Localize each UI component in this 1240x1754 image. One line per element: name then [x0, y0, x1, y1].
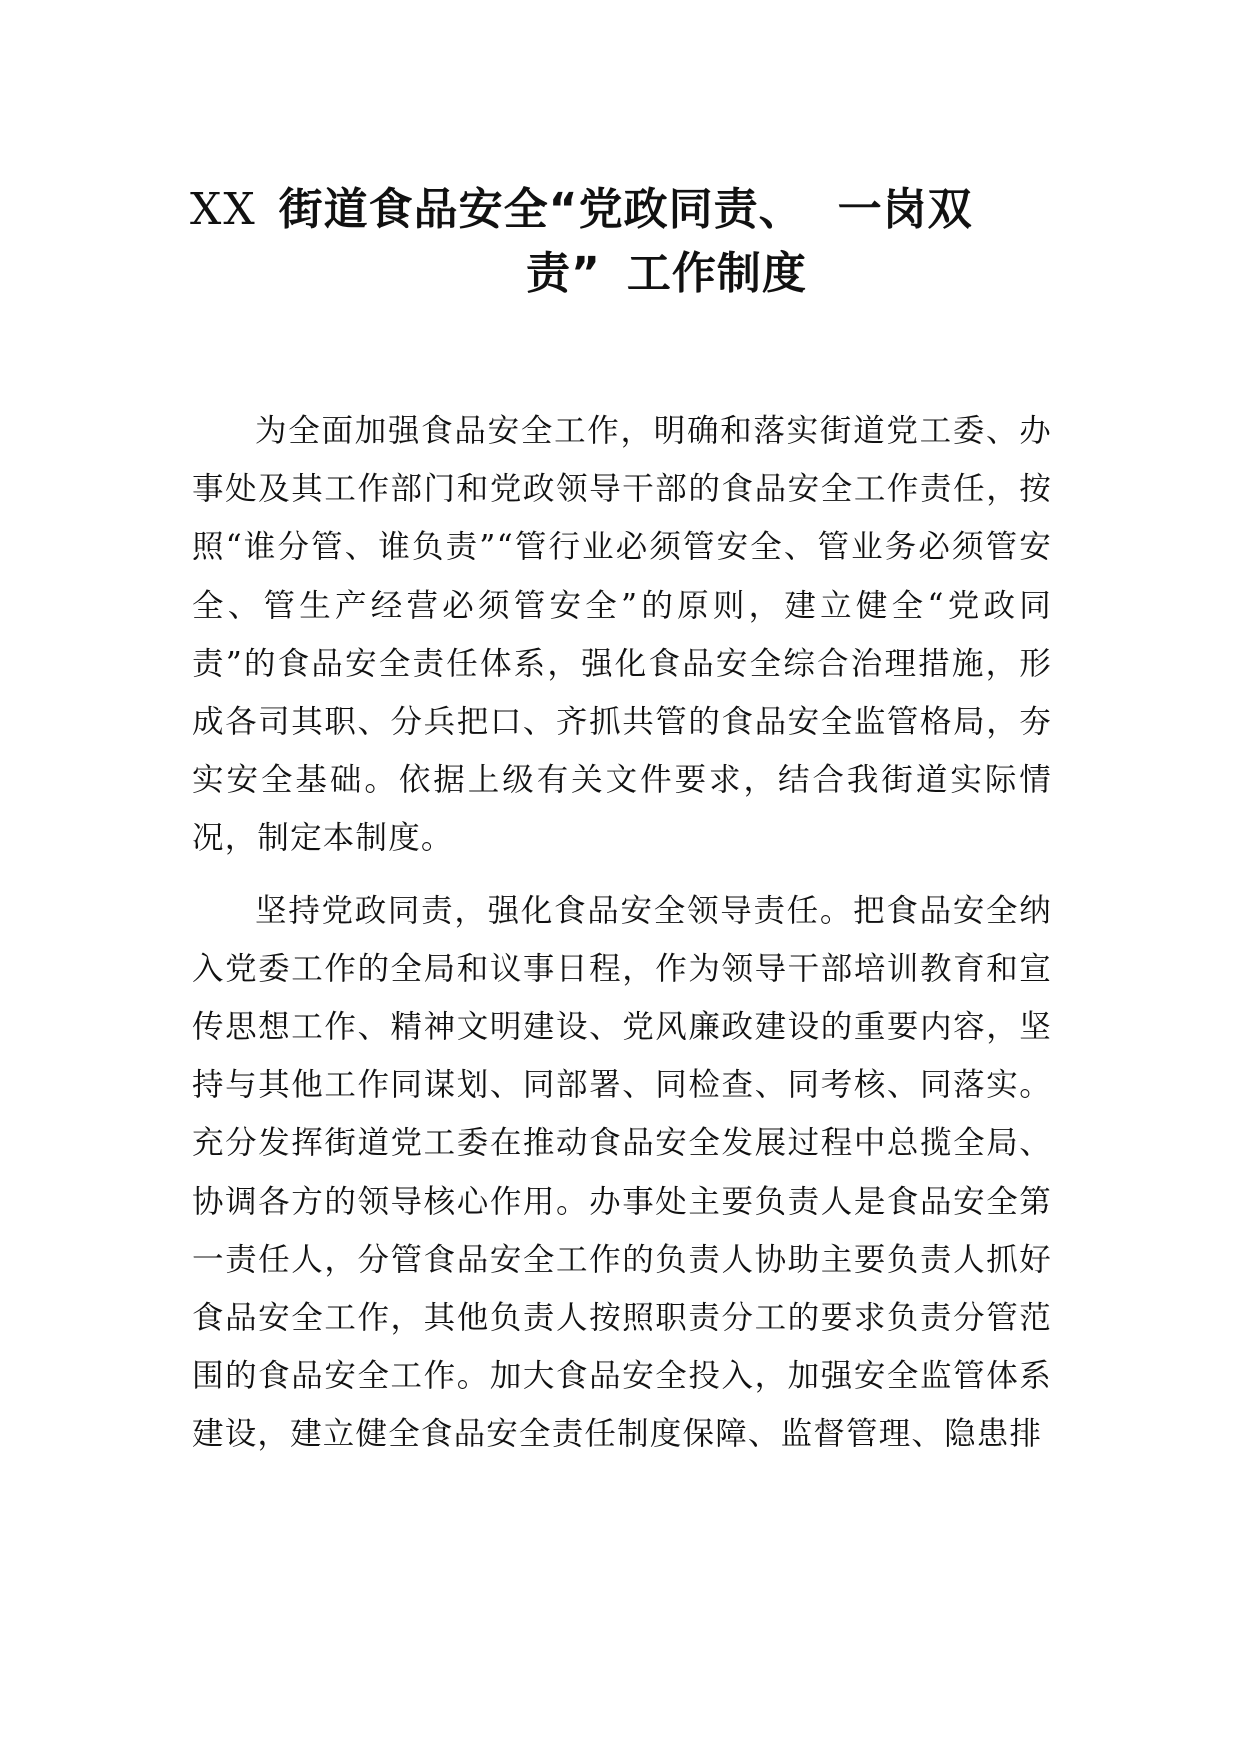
title-main-part-1: 街道食品安全“党政同责、 [278, 184, 804, 235]
title-line2-part-2: 工作制度 [626, 248, 807, 299]
paragraph-intro: 为全面加强食品安全工作，明确和落实街道党工委、办事处及其工作部门和党政领导干部的食品安全工作责任，按照“谁分管、谁负责”“管行业必须管安全、管业务必须管安全、管生产经营必须管安全”的原则，建立健全“党政同责”的食品安全责任体系，强化食品安全综合治理措施，形成各司其职、分兵把口、齐抓共管的食品安全监管格局，夯实安全基础。依据上级有关文件要求，结合我街道实际情况，制定本制度。 [192, 413, 1052, 857]
title-prefix: XX [190, 184, 257, 235]
title-line-2 [190, 242, 1050, 306]
document-title [190, 178, 1050, 306]
title-line-1 [190, 178, 1050, 242]
title-line2-part-1: 责” [526, 248, 601, 299]
title-main-part-2: 一岗双 [837, 184, 973, 235]
paragraph-party-responsibility: 坚持党政同责，强化食品安全领导责任。把食品安全纳入党委工作的全局和议事日程，作为领导干部培训教育和宣传思想工作、精神文明建设、党风廉政建设的重要内容，坚持与其他工作同谋划、同部署、同检查、同考核、同落实。充分发挥街道党工委在推动食品安全发展过程中总揽全局、协调各方的领导核心作用。办事处主要负责人是食品安全第一责任人，分管食品安全工作的负责人协助主要负责人抓好食品安全工作，其他负责人按照职责分工的要求负责分管范围的食品安全工作。加大食品安全投入，加强安全监管体系建设，建立健全食品安全责任制度保障、监督管理、隐患排 [192, 892, 1052, 1453]
document-body [192, 402, 1052, 1478]
